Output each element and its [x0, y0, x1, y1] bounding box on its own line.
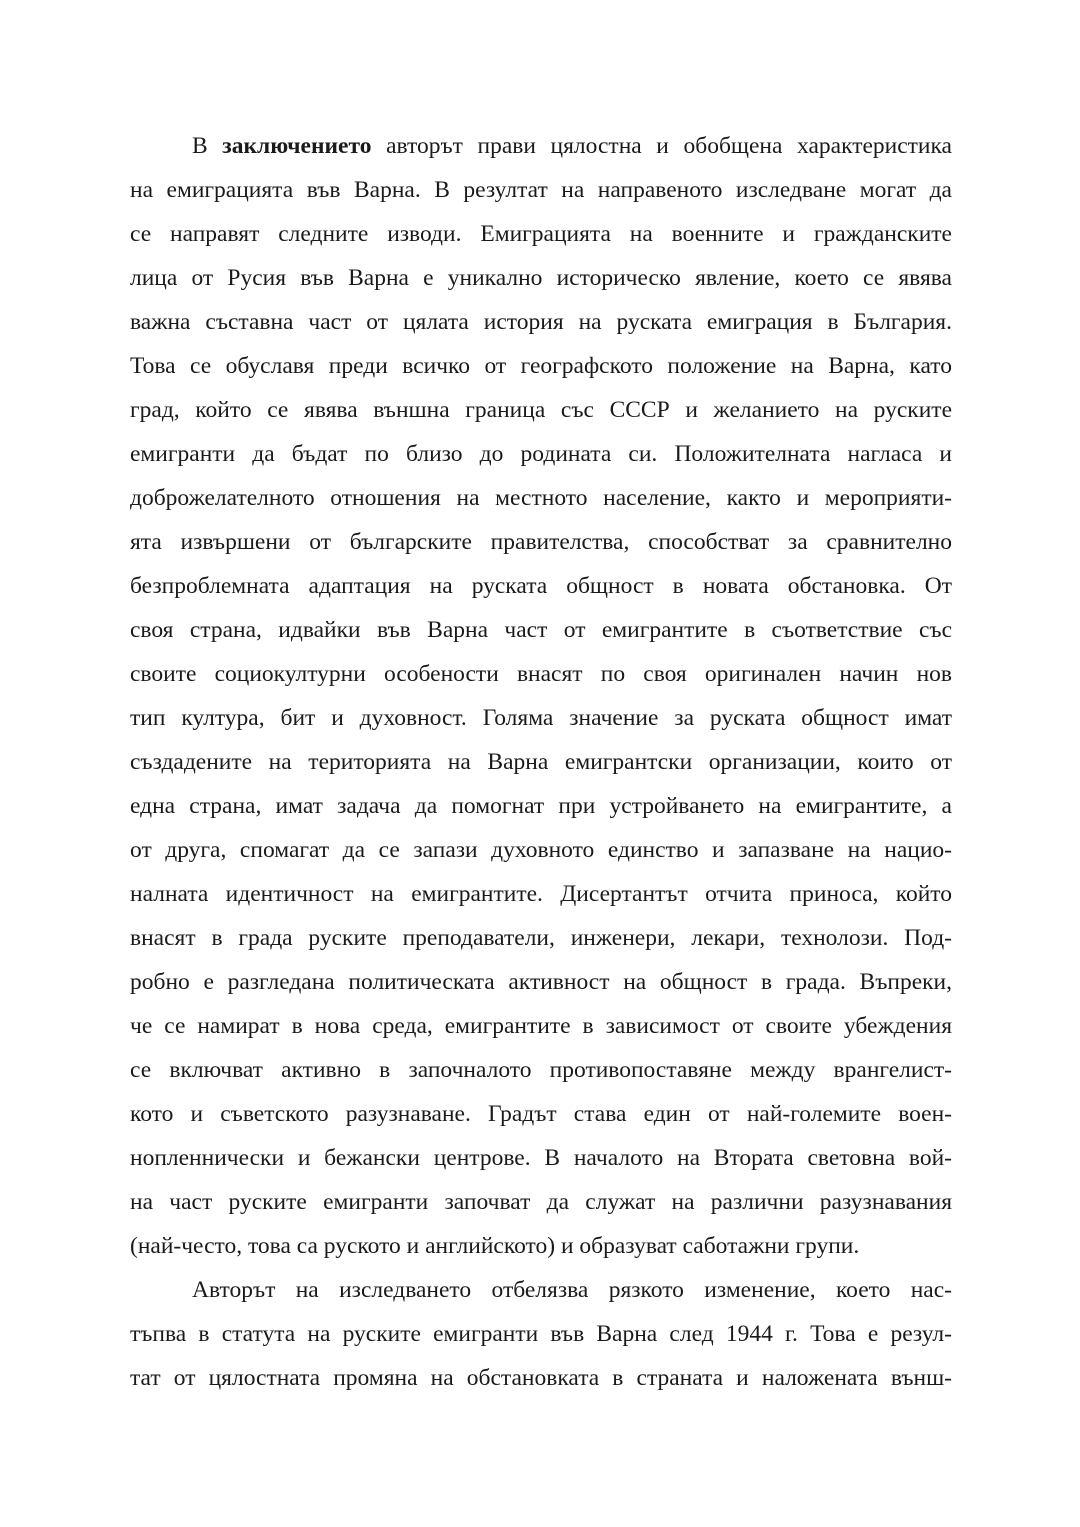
paragraph-line: емигранти да бъдат по близо до родината си. Положителната нагласа и	[130, 441, 952, 467]
paragraph-line: от друга, спомагат да се запази духовното единство и запазване на нацио-	[130, 837, 952, 863]
paragraph-2	[130, 1268, 952, 1400]
paragraph-line: се направят следните изводи. Емиграцията на военните и гражданските	[130, 221, 952, 247]
paragraph-line: лица от Русия във Варна е уникално историческо явление, което се явява	[130, 265, 952, 291]
paragraph-line: че се намират в нова среда, емигрантите в зависимост от своите убеждения	[130, 1013, 952, 1039]
paragraph-line: нопленнически и бежански центрове. В началото на Втората световна вой-	[130, 1145, 952, 1171]
paragraph-line: се включват активно в започналото противопоставяне между врангелист-	[130, 1057, 952, 1083]
paragraph-line: безпроблемната адаптация на руската общност в новата обстановка. От	[130, 573, 952, 599]
paragraph-line: (най-често, това са руското и английското) и образуват саботажни групи.	[130, 1233, 860, 1259]
paragraph-line: една страна, имат задача да помогнат при устройването на емигрантите, а	[130, 793, 952, 819]
paragraph-line: налната идентичност на емигрантите. Дисертантът отчита приноса, който	[130, 881, 952, 907]
paragraph-line: робно е разгледана политическата активност на общност в града. Въпреки,	[130, 969, 952, 995]
paragraph-1	[130, 124, 952, 1268]
paragraph-line: своя страна, идвайки във Варна част от емигрантите в съответствие със	[130, 617, 952, 643]
paragraph-line: тъпва в статута на руските емигранти във Варна след 1944 г. Това е резул-	[130, 1321, 952, 1347]
paragraph-line: кото и съветското разузнаване. Градът става един от най-големите воен-	[130, 1101, 952, 1127]
paragraph-line: на емиграцията във Варна. В резултат на направеното изследване могат да	[130, 177, 952, 203]
paragraph-line: ята извършени от българските правителства, способстват за сравнително	[130, 529, 952, 555]
paragraph-line: Това се обуславя преди всичко от географското положение на Варна, като	[130, 353, 952, 379]
body-text	[130, 124, 952, 1400]
paragraph-line: тат от цялостната промяна на обстановката в страната и наложената външ-	[130, 1365, 952, 1391]
paragraph-line: тип култура, бит и духовност. Голяма значение за руската общност имат	[130, 705, 952, 731]
paragraph-line: създадените на територията на Варна емигрантски организации, които от	[130, 749, 952, 775]
paragraph-line: важна съставна част от цялата история на руската емиграция в България.	[130, 309, 952, 335]
paragraph-line: своите социокултурни особености внасят по своя оригинален начин нов	[130, 661, 952, 687]
paragraph-line: доброжелателното отношения на местното население, както и мероприяти-	[130, 485, 952, 511]
paragraph-line: В заключението авторът прави цялостна и обобщена характеристика	[192, 133, 952, 159]
paragraph-line: внасят в града руските преподаватели, инженери, лекари, технолози. Под-	[130, 925, 952, 951]
bold-term: заключението	[222, 133, 372, 159]
paragraph-line: Авторът на изследването отбелязва рязкото изменение, което нас-	[192, 1277, 952, 1303]
paragraph-line: на част руските емигранти започват да служат на различни разузнавания	[130, 1189, 952, 1215]
paragraph-line: град, който се явява външна граница със СССР и желанието на руските	[130, 397, 952, 423]
